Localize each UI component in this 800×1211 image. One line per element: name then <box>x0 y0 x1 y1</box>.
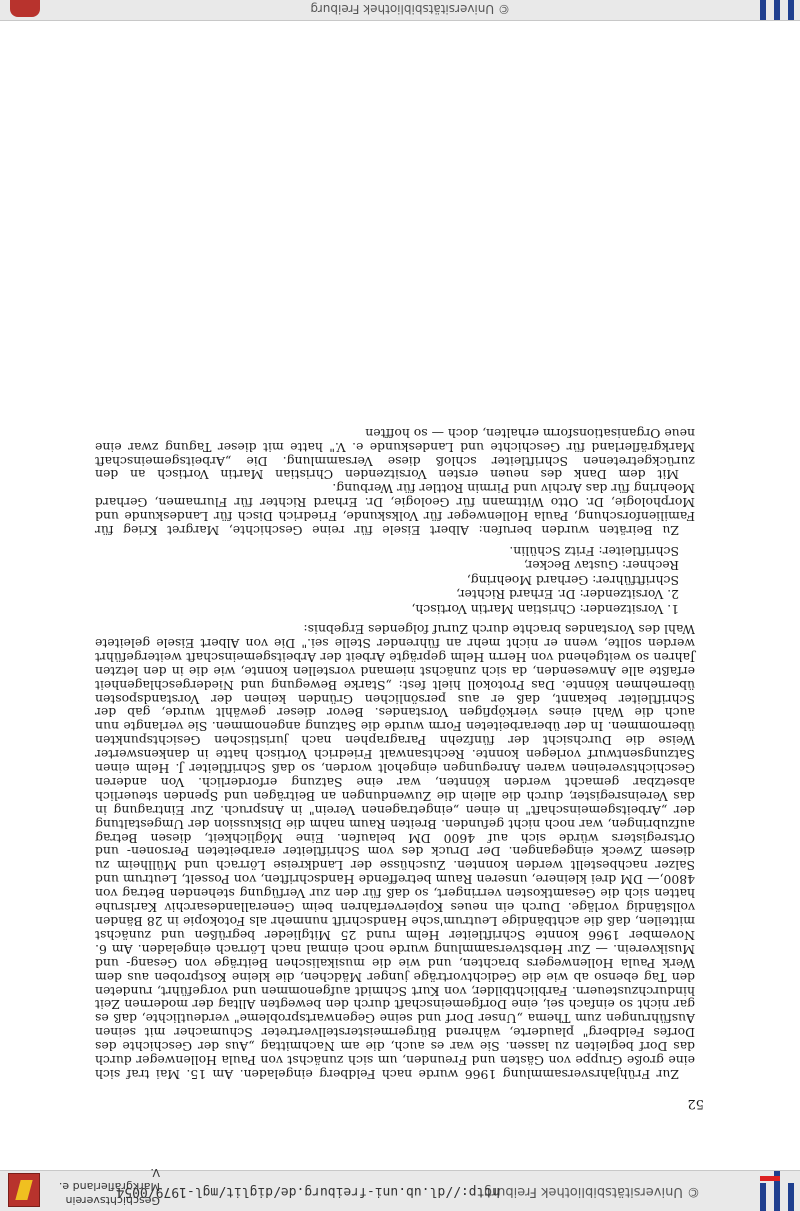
officer-line: 2. Vorsitzender: Dr. Erhard Richter, <box>456 587 679 603</box>
officer-list <box>95 543 679 616</box>
coat-of-arms-icon <box>10 0 40 17</box>
coat-of-arms-icon <box>8 1173 40 1207</box>
officer-line: Schriftführer: Gerhard Moehring, <box>466 572 679 588</box>
society-line-1: Geschichtsverein <box>65 1194 160 1207</box>
document-url[interactable]: http://dl.ub.uni-freiburg.de/diglit/mgl-1979/0054 <box>116 1184 500 1199</box>
university-logo-icon <box>760 0 794 20</box>
officer-line: Rechner: Gustav Becker, <box>523 558 679 574</box>
bottom-banner <box>0 0 800 21</box>
page-body <box>95 426 695 1081</box>
society-line-2: Markgräflerland e. V. <box>58 1166 160 1193</box>
footer-credit: © Universitätsbibliothek Freiburg <box>310 2 510 16</box>
paragraph: Zu Beiräten wurden berufen: Albert Eisele für reine Geschichte, Margret Krieg für Familienforschung, Paula Hollenweger für Volkskunde, Friedrich Disch für Landeskunde und Morphologie, Dr. Otto Wittmann für Geologie, Dr. Erhard Richter für Flurnamen, Gerhard Moehring für das Archiv und Pirmin Rottler für Werbung. <box>95 481 695 539</box>
officer-line: 1. Vorsitzender: Christian Martin Vortisch, <box>411 602 679 618</box>
officer-line: Schriftleiter: Fritz Schülin. <box>509 543 679 559</box>
society-name <box>50 1165 160 1207</box>
page-number: 52 <box>687 1096 704 1111</box>
top-banner <box>0 1166 800 1211</box>
paragraph: Mit dem Dank des neuen ersten Vorsitzenden Christian Martin Vortisch an den zurückgetretenen Schriftleiter schloß diese Versammlung. Die „Arbeitsgemeinschaft Markgräflerland für Geschichte und Landeskunde e. V." hatte mit dieser Tagung zwar eine neue Organisationsform erhalten, doch — so hofften <box>95 425 695 483</box>
library-credit: © Universitätsbibliothek Freiburg <box>483 1184 700 1199</box>
paragraph: Zur Frühjahrsversammlung 1966 wurde nach Feldberg eingeladen. Am 15. Mai traf sich eine große Gruppe von Gästen und Freunden, um sich zunächst von Paula Hollenweger durch das Dorf begleiten zu lassen. Sie war es auch, die am Nachmittag „Aus der Geschichte des Dorfes Feldberg" plauderte, während Bürgermeisterstellvertreter Schumacher mit seinen Ausführungen zum Thema „Unser Dorf und seine Gegenwartsprobleme" verdeutlichte, daß es gar nicht so einfach sei, eine Dorfgemeinschaft durch den bewegten Alltag der modernen Zeit hindurchzusteuern. Farblichtbilder, von Kurt Schmidt aufgenommen und vorgeführt, rundeten den Tag ebenso ab wie die Gedichtvorträge junger Mädchen, die kleine Kostproben aus dem Werk Paula Hollenwegers brachten, und wie die musikalischen Beiträge von Gesang- und Musikverein. — Zur Herbstversammlung wurde noch einmal nach Lörrach eingeladen. Am 6. November 1966 konnte Schriftleiter Helm rund 25 Mitglieder begrüßen und zunächst mitteilen, daß die achtbändige Leutrum'sche Handschrift nunmehr als Fotokopie in 28 Bänden vollständig vorläge. Durch ein neues Kopierverfahren beim Generallandesarchiv Karlsruhe hatten sich die Gesamtkosten verringert, so daß für den zur Verfügung stehenden Betrag von 4800,— DM drei kleinere, unseren Raum betreffende Handschriften, von Posselt, Leutrum und Salzer nachbestellt werden konnten. Zuschüsse der Landkreise Lörrach und Müllheim zu diesem Zweck eingegangen. Der Druck des vom Schriftleiter erarbeiteten Personen- und Ortsregisters würde sich auf 4600 DM belaufen. Eine Möglichkeit, diesen Betrag aufzubringen, war noch nicht gefunden. Breiten Raum nahm die Diskussion der Umgestaltung der „Arbeitsgemeinschaft" in einen „eingetragenen Verein" in Anspruch. Zur Eintragung in das Vereinsregister, durch die allein die Zuwendungen an Beiträgen und Spenden steuerlich absetzbar gemacht werden könnten, war eine Satzung erforderlich. Von anderen Geschichtsvereinen waren Anregungen eingeholt worden, so daß Schriftleiter J. Helm einen Satzungsentwurf vorlegen konnte. Rechtsanwalt Friedrich Vortisch hatte in dankenswerter Weise die Durchsicht der fünfzehn Paragraphen nach juristischen Gesichtspunkten übernommen. In der überarbeiteten Form wurde die Satzung angenommen. Sie verlangte nun auch die Wahl eines vierköpfigen Vorstandes. Bevor dieser gewählt wurde, gab der Schriftleiter bekannt, daß er aus persönlichen Gründen keinen der Vorstandsposten übernehmen könnte. Das Protokoll hielt fest: „Starke Bewegung und Niedergeschlagenheit erfaßte alle Anwesenden, da sich zunächst niemand vorstellen konnte, wie die in den letzten Jahren so weitgehend von Herrn Helm geprägte Arbeit der Arbeitsgemeinschaft weitergeführt werden sollte, wenn er nicht mehr an führender Stelle sei." Die von Albert Eisele geleitete Wahl des Vorstandes brachte durch Zuruf folgendes Ergebnis: <box>95 622 695 1082</box>
university-logo-icon <box>756 1171 794 1211</box>
